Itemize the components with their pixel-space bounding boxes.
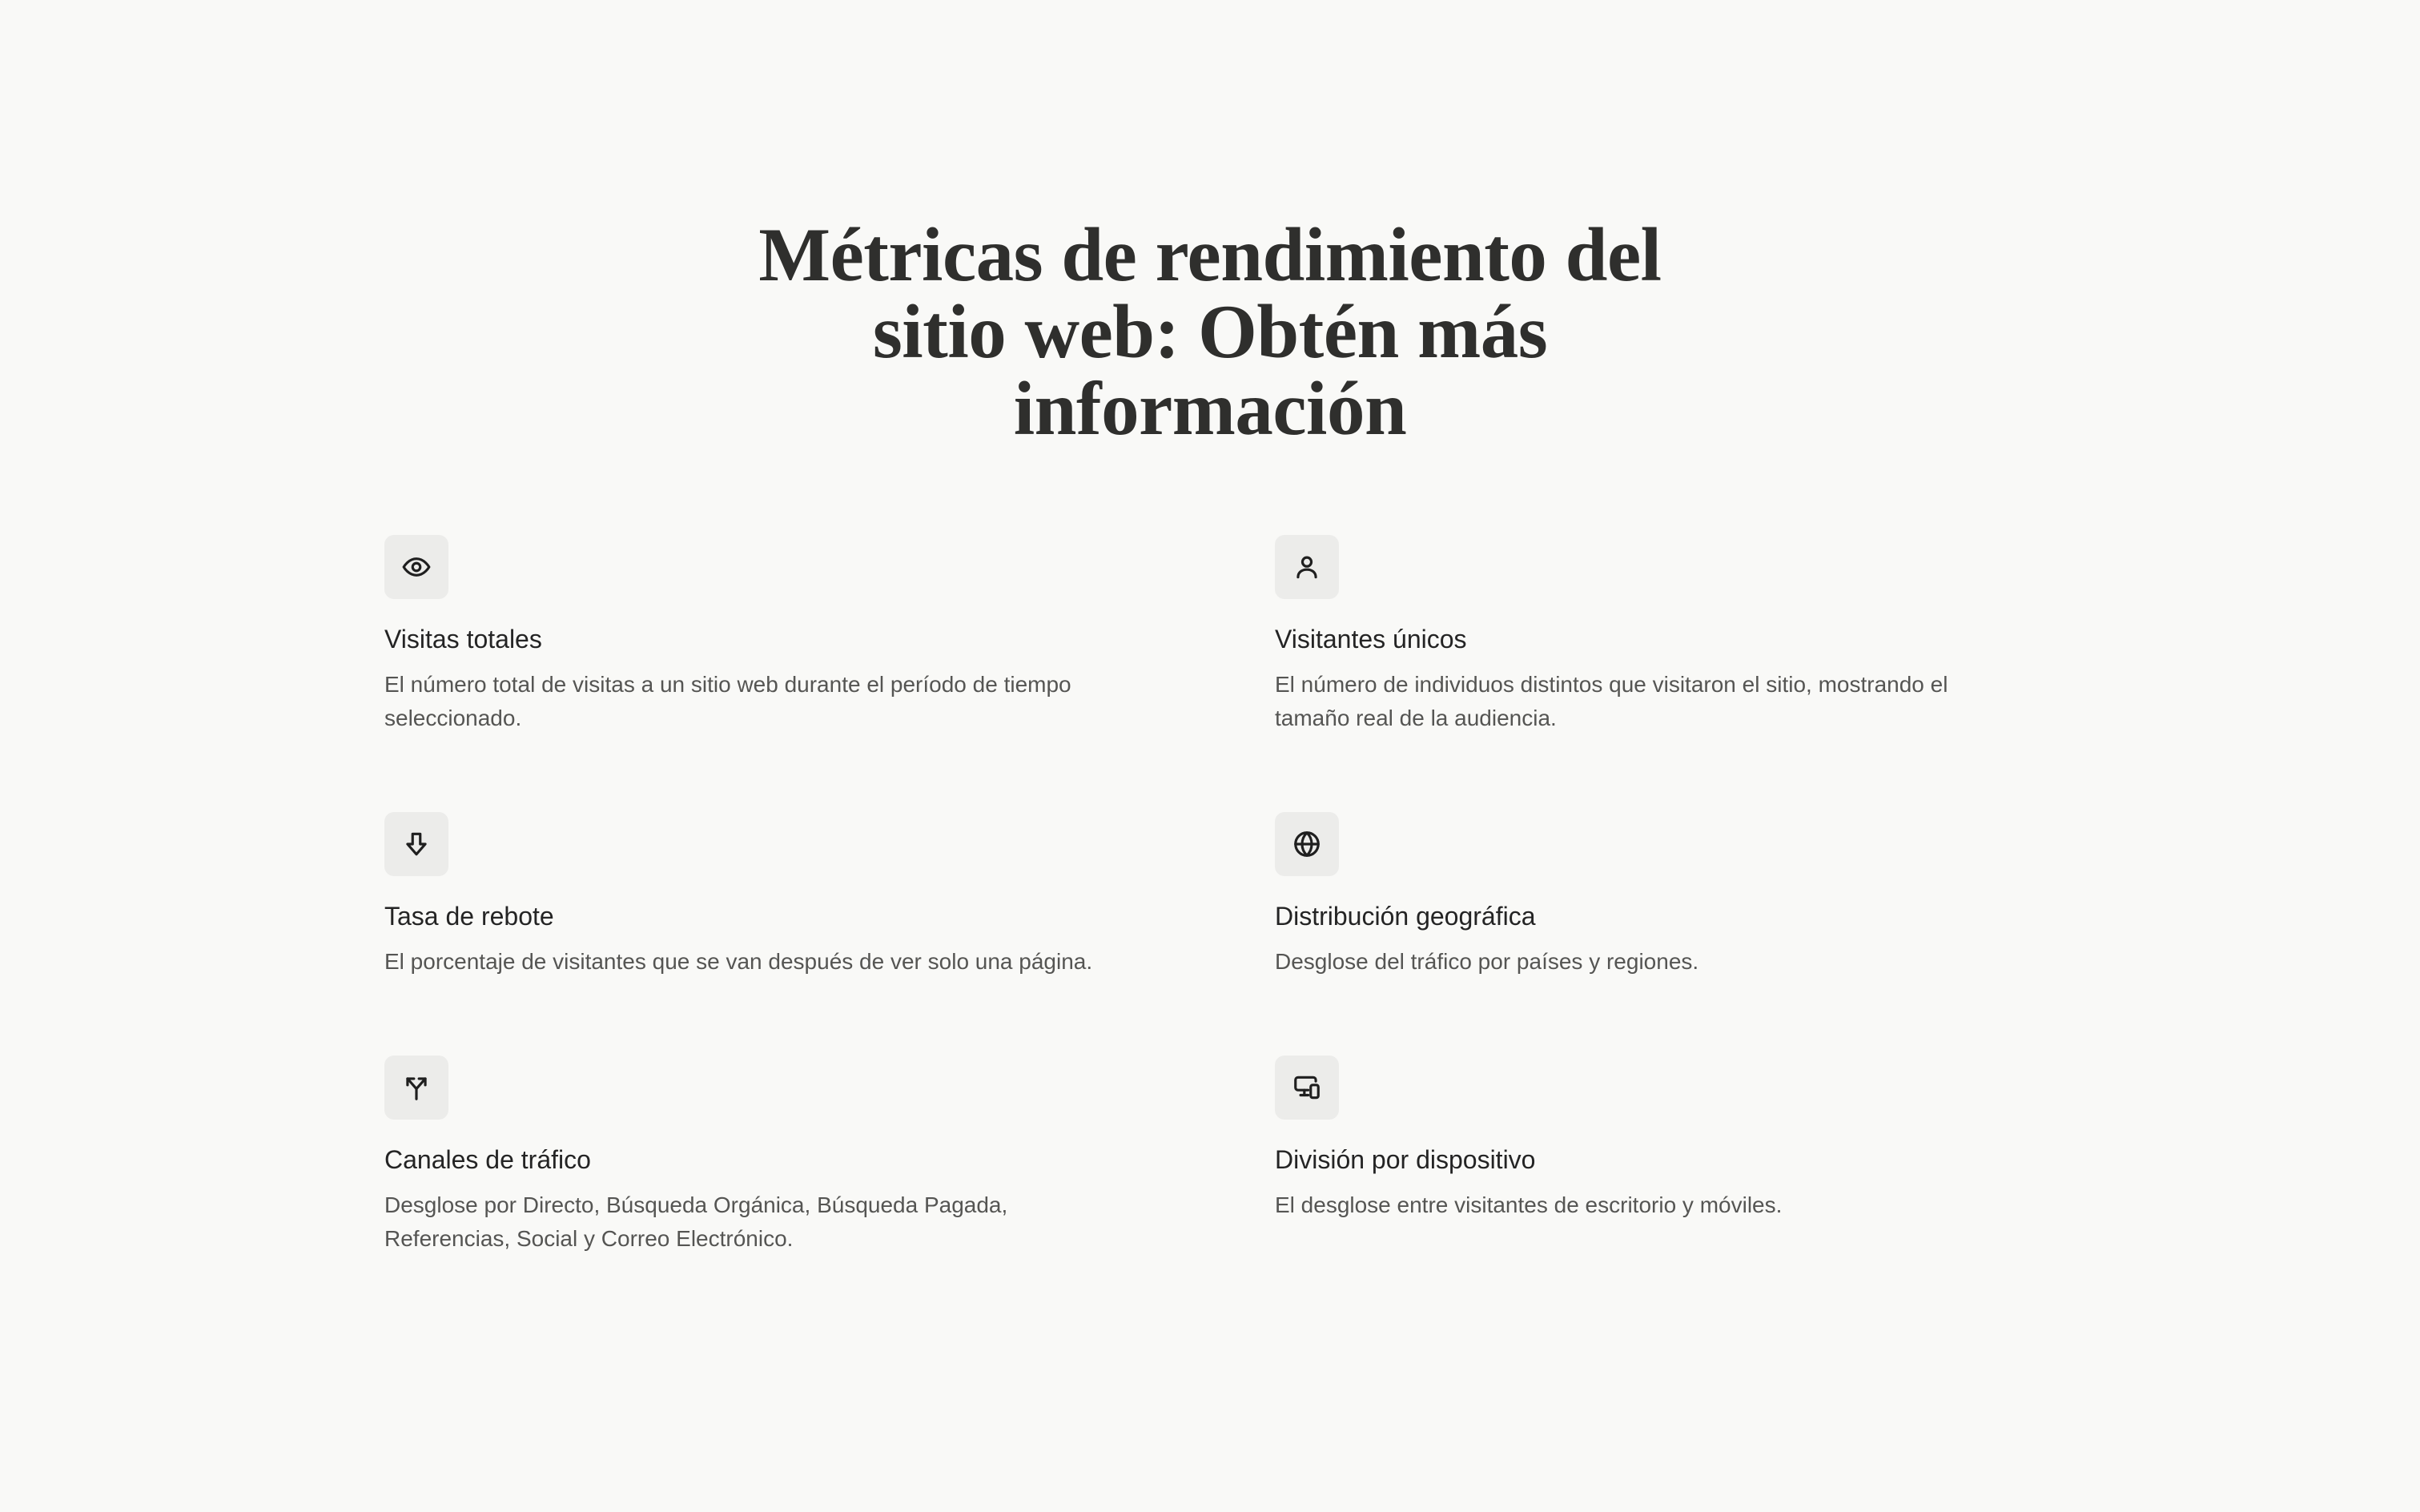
page-title-line: Métricas de rendimiento del [758, 212, 1662, 297]
page-title-line: información [1013, 366, 1407, 451]
page-title [0, 212, 2420, 451]
eye-icon [384, 535, 448, 599]
feature-title: Visitas totales [384, 625, 542, 653]
feature-title: Tasa de rebote [384, 902, 554, 931]
feature-card-unique-visitors [1275, 535, 2020, 730]
arrow-down-icon [384, 812, 448, 876]
feature-card-traffic-channels [384, 1056, 1129, 1251]
feature-description: El porcentaje de visitantes que se van después de ver solo una página. [384, 949, 1093, 974]
user-icon [1275, 535, 1339, 599]
feature-title: Canales de tráfico [384, 1145, 591, 1174]
feature-title: División por dispositivo [1275, 1145, 1536, 1174]
split-arrows-icon [384, 1056, 448, 1120]
feature-card-geographic-distribution [1275, 812, 2020, 974]
feature-title: Visitantes únicos [1275, 625, 1467, 653]
feature-description: Desglose del tráfico por países y regiones. [1275, 949, 1699, 974]
feature-description: El desglose entre visitantes de escritorio y móviles. [1275, 1192, 1783, 1217]
feature-description: El número total de visitas a un sitio web durante el período de tiempo seleccionado. [384, 672, 1071, 730]
feature-description: Desglose por Directo, Búsqueda Orgánica, Búsqueda Pagada, Referencias, Social y Correo Electrónico. [384, 1192, 1008, 1251]
feature-card-device-split [1275, 1056, 2020, 1217]
devices-icon [1275, 1056, 1339, 1120]
feature-description: El número de individuos distintos que visitaron el sitio, mostrando el tamaño real de la audiencia. [1275, 672, 1948, 730]
globe-icon [1275, 812, 1339, 876]
feature-title: Distribución geográfica [1275, 902, 1536, 931]
feature-card-bounce-rate [384, 812, 1129, 974]
page-title-line: sitio web: Obtén más [872, 289, 1548, 374]
feature-card-total-visits [384, 535, 1129, 730]
